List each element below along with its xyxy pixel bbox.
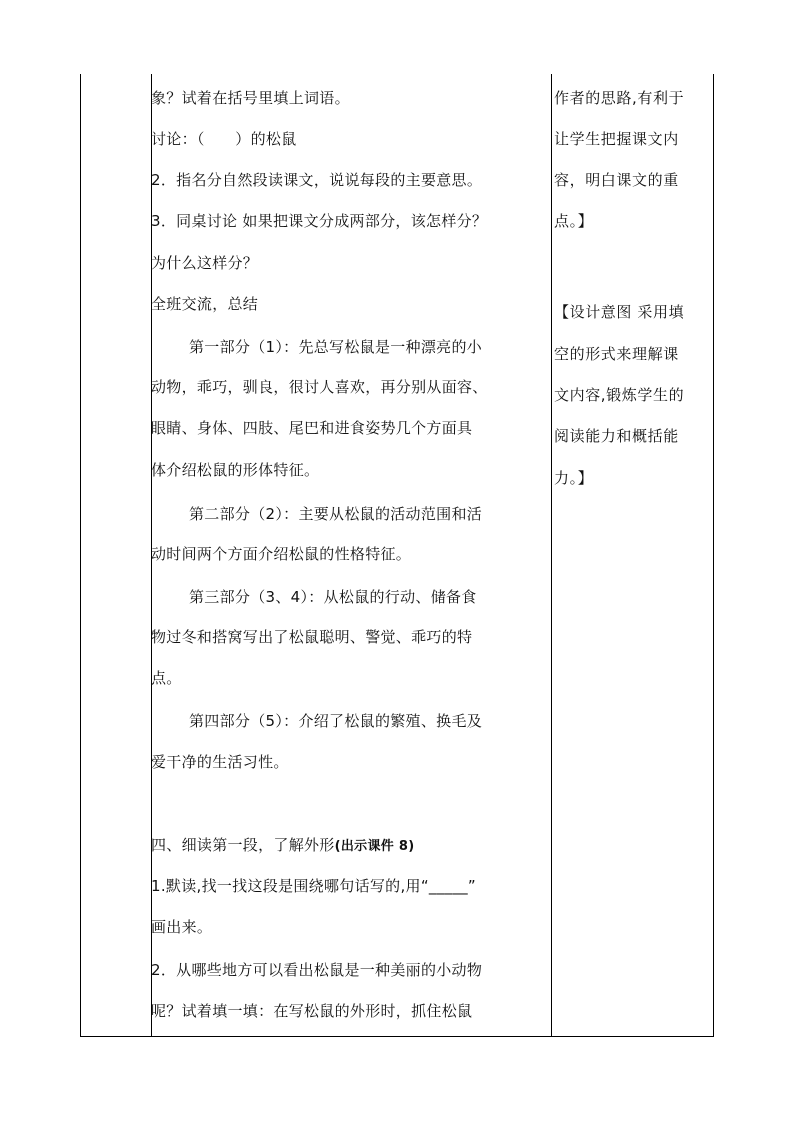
note-line: 阅读能力和概括能 <box>554 427 679 445</box>
text-line: 为什么这样分？ <box>151 254 259 272</box>
note-line: 力。】 <box>554 469 594 487</box>
text-line: 讨论：（ ）的松鼠 <box>151 130 297 148</box>
text-line: 2．从哪些地方可以看出松鼠是一种美丽的小动物 <box>151 961 483 979</box>
courseware-note: (出示课件 8) <box>334 839 415 854</box>
text-line: 象？试着在括号里填上词语。 <box>151 89 350 107</box>
text-line: 2．指名分自然段读课文，说说每段的主要意思。 <box>151 171 483 189</box>
text-line: 3．同桌讨论 如果把课文分成两部分，该怎样分？ <box>151 212 488 230</box>
text-line: 第四部分（5）：介绍了松鼠的繁殖、换毛及 <box>189 712 483 730</box>
table-border-left <box>80 74 81 1037</box>
text-line: 全班交流，总结 <box>151 295 259 313</box>
note-line: 空的形式来理解课 <box>554 345 679 363</box>
section-heading-text: 四、细读第一段，了解外形 <box>151 836 335 854</box>
text-line: 动时间两个方面介绍松鼠的性格特征。 <box>151 545 412 563</box>
note-line: 容，明白课文的重 <box>554 171 679 189</box>
note-line: 【设计意图 采用填 <box>554 303 685 321</box>
text-line: 物过冬和搭窝写出了松鼠聪明、警觉、乖巧的特 <box>151 628 473 646</box>
text-line: 动物，乖巧，驯良，很讨人喜欢，再分别从面容、 <box>151 378 488 396</box>
text-line: 眼睛、身体、四肢、尾巴和进食姿势几个方面具 <box>151 419 473 437</box>
text-line: 点。 <box>151 669 182 687</box>
note-line: 文内容,锻炼学生的 <box>554 386 685 404</box>
note-line: 点。】 <box>554 212 594 230</box>
text-line: 体介绍松鼠的形体特征。 <box>151 461 320 479</box>
table-border-bottom <box>80 1036 713 1037</box>
table-border-col2 <box>551 74 552 1037</box>
text-line: 第一部分（1）：先总写松鼠是一种漂亮的小 <box>189 338 483 356</box>
text-line: 第二部分（2）：主要从松鼠的活动范围和活 <box>189 505 483 523</box>
section-heading <box>151 835 414 857</box>
text-line: 第三部分（3、4）：从松鼠的行动、储备食 <box>189 588 477 606</box>
text-line: 呢？试着填一填：在写松鼠的外形时，抓住松鼠 <box>151 1002 473 1020</box>
note-line: 让学生把握课文内 <box>554 130 679 148</box>
table-border-right <box>713 74 714 1037</box>
note-line: 作者的思路,有利于 <box>554 89 685 107</box>
text-line: 1.默读,找一找这段是围绕哪句话写的,用“_____” <box>151 877 476 895</box>
text-line: 画出来。 <box>151 918 213 936</box>
text-line: 爱干净的生活习性。 <box>151 753 289 771</box>
